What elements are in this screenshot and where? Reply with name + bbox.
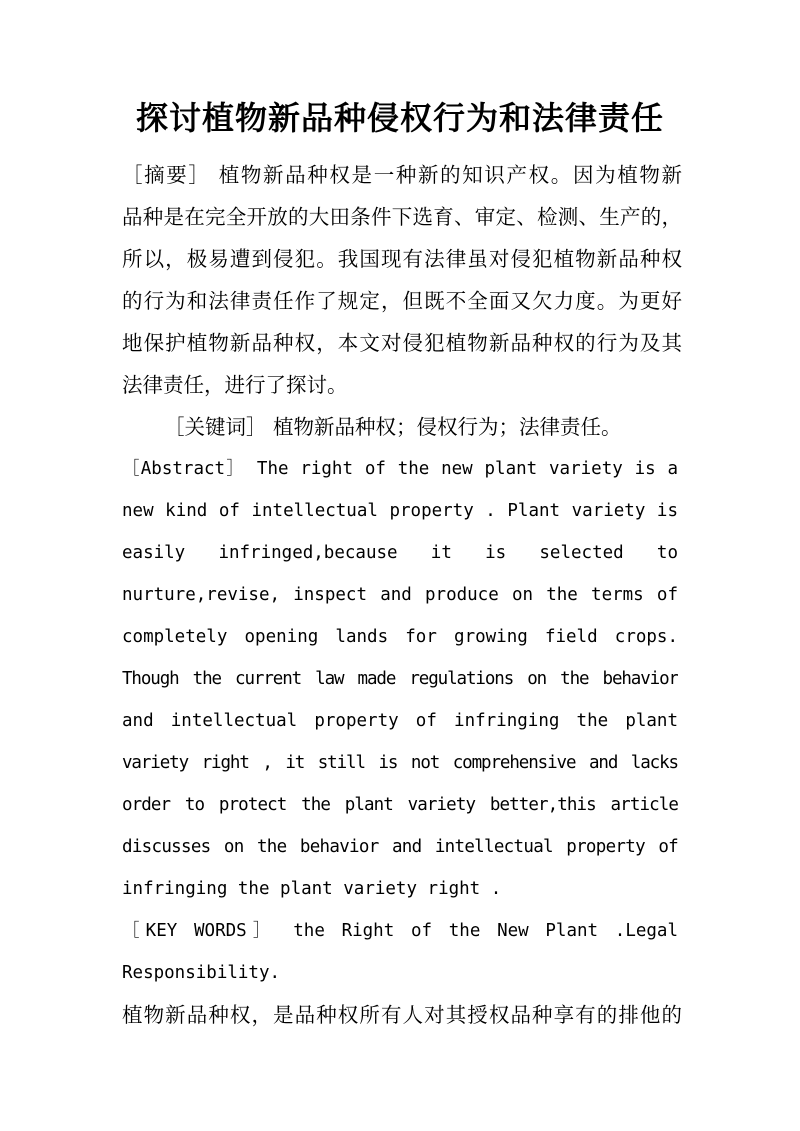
abstract-en: [122, 448, 678, 910]
page-title: 探讨植物新品种侵权行为和法律责任: [135, 99, 664, 137]
abstract-cn-line: 品种是在完全开放的大田条件下选育、审定、检测、生产的，: [122, 205, 682, 229]
abstract-en-line: new kind of intellectual property . Plant variety is: [122, 501, 678, 521]
abstract-en-line: ［Abstract］ The right of the new plant variety is a: [122, 459, 678, 479]
abstract-en-line: variety right , it still is not comprehensive and lacks: [122, 753, 678, 773]
keywords-cn-line: ［关键词］ 植物新品种权；侵权行为；法律责任。: [164, 415, 622, 439]
abstract-en-line: infringing the plant variety right .: [122, 879, 502, 899]
abstract-en-line: completely opening lands for growing field crops.: [122, 627, 678, 647]
abstract-cn: [122, 154, 682, 406]
body-paragraph: [122, 994, 682, 1036]
abstract-en-line: nurture,revise, inspect and produce on the terms of: [122, 585, 678, 605]
abstract-cn-line: 所以，极易遭到侵犯。我国现有法律虽对侵犯植物新品种权: [122, 247, 682, 271]
keywords-en-line: ［KEY WORDS］ the Right of the New Plant .Legal: [122, 921, 678, 941]
abstract-cn-line: ［摘要］ 植物新品种权是一种新的知识产权。因为植物新: [122, 163, 682, 187]
abstract-cn-line: 的行为和法律责任作了规定，但既不全面又欠力度。为更好: [122, 289, 682, 313]
abstract-en-line: discusses on the behavior and intellectual property of: [122, 837, 678, 857]
abstract-en-line: order to protect the plant variety better,this article: [122, 795, 678, 815]
abstract-en-line: easily infringed,because it is selected to: [122, 543, 678, 563]
body-cn-line: 植物新品种权，是品种权所有人对其授权品种享有的排他的: [122, 1003, 682, 1027]
abstract-en-line: Though the current law made regulations on the behavior: [122, 669, 678, 689]
abstract-cn-line: 地保护植物新品种权，本文对侵犯植物新品种权的行为及其: [122, 331, 682, 355]
abstract-cn-line: 法律责任，进行了探讨。: [122, 373, 348, 397]
abstract-en-line: and intellectual property of infringing the plant: [122, 711, 678, 731]
keywords-cn: [164, 406, 682, 448]
keywords-en: [122, 910, 678, 994]
keywords-en-line: Responsibility.: [122, 963, 281, 983]
